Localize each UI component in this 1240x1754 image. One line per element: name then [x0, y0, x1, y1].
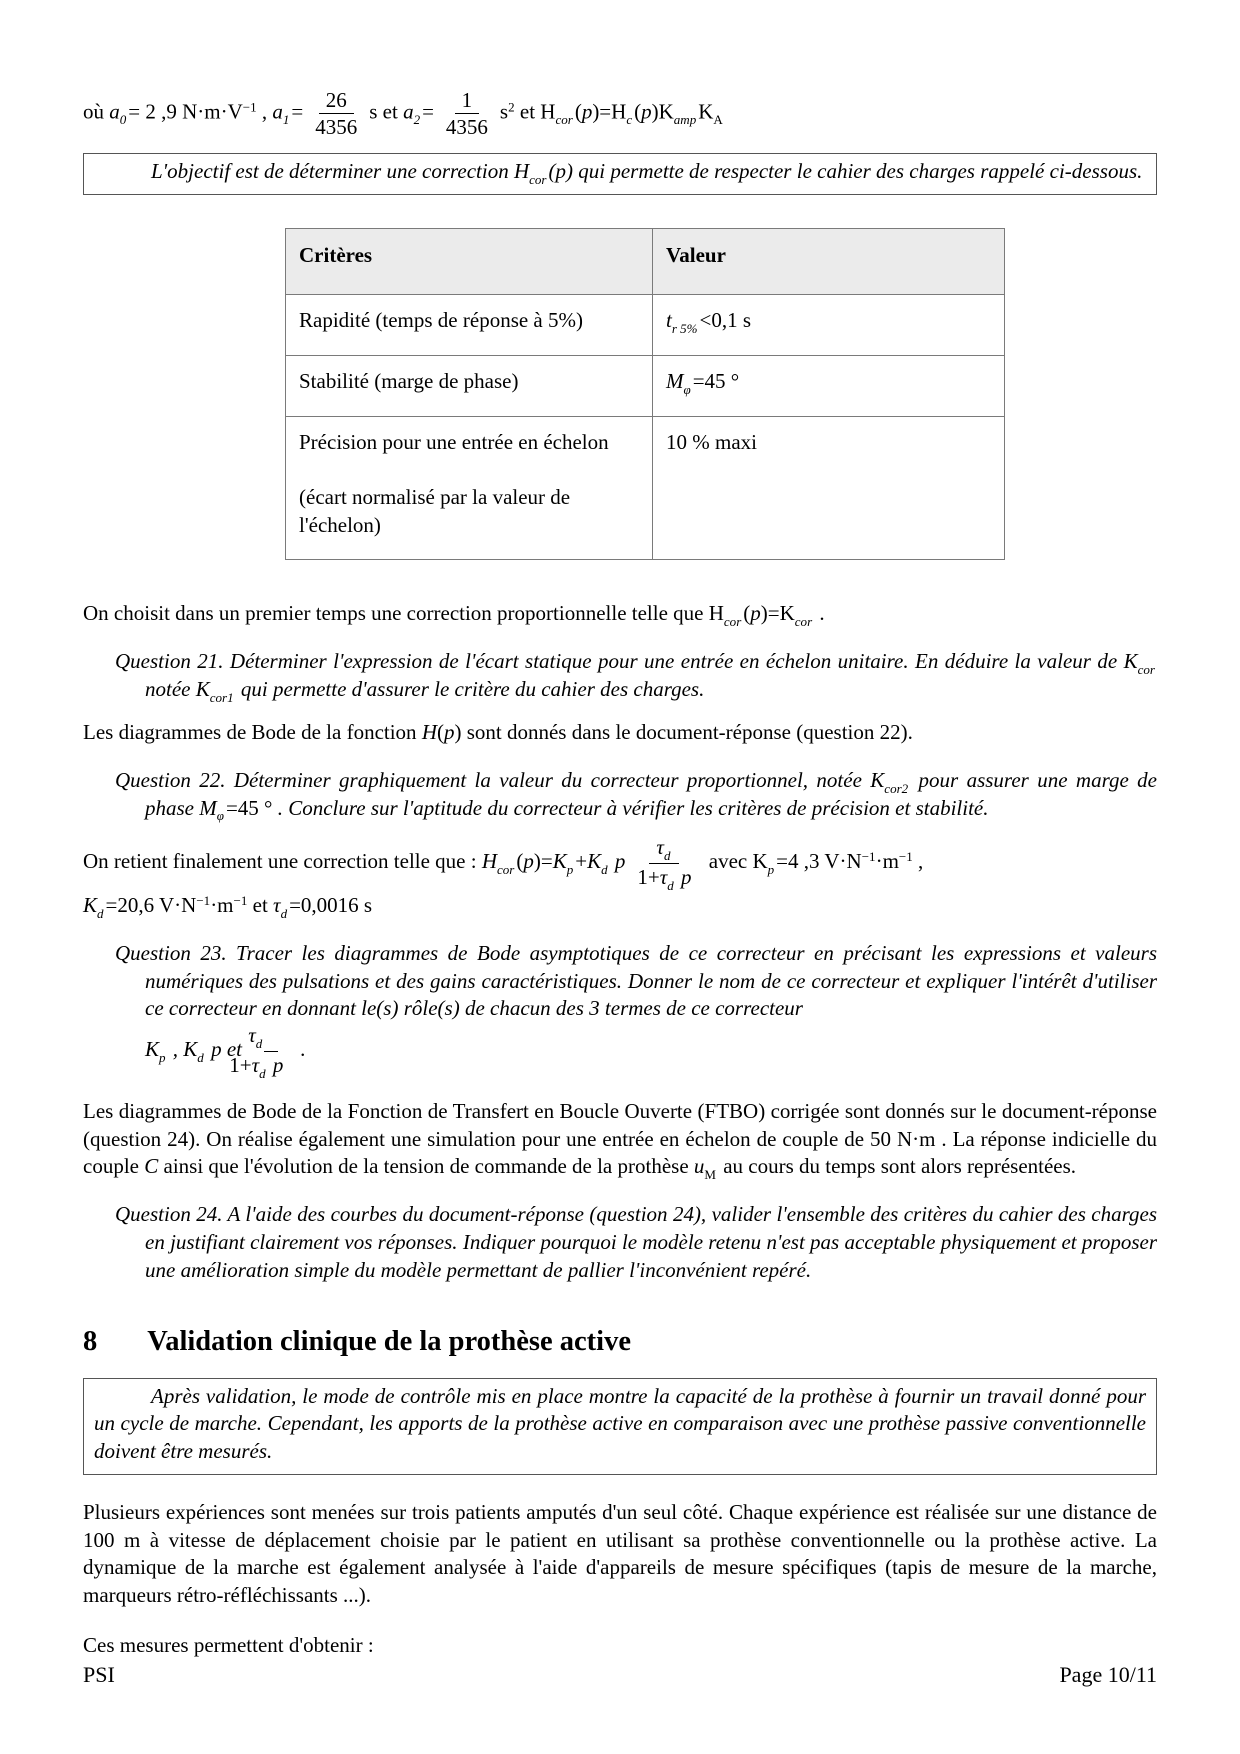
- objective-note-text: [94, 158, 1146, 186]
- table-row-precision: [286, 416, 1005, 560]
- fraction-numerator: [319, 88, 354, 114]
- text-token: τ: [273, 893, 281, 918]
- section-heading: [83, 1326, 1157, 1357]
- text-token: =45 °: [225, 795, 273, 820]
- table-row-rapidite: [286, 294, 1005, 355]
- text-token: On choisit dans un premier temps une correction proportionnelle telle que H: [83, 601, 724, 626]
- text-token: a: [272, 99, 283, 124]
- text-token: K: [870, 767, 885, 792]
- text-token: 4356: [445, 115, 488, 140]
- text-token: 1: [461, 88, 473, 112]
- text-token: M: [704, 1167, 716, 1183]
- paragraph-ces-mesures: [83, 1632, 1157, 1660]
- text-token: Les diagrammes de Bode de la fonction: [83, 720, 422, 745]
- text-token: cor1: [209, 690, 234, 706]
- validation-note-box: [83, 1378, 1157, 1475]
- text-token: cor: [723, 614, 742, 630]
- fraction-denominator: [229, 1052, 290, 1081]
- criteria-cell: [286, 355, 653, 416]
- text-token: a: [403, 99, 414, 124]
- text-token: Question 21. Déterminer l'expression de l'écart statique pour une entrée en échelon unitaire. En déduire la valeur de: [115, 649, 1124, 674]
- text-token: φ: [216, 808, 224, 824]
- section-title: Validation clinique de la prothèse active: [147, 1326, 631, 1358]
- text-token: −1: [196, 893, 211, 909]
- text-token: (écart normalisé par la valeur de l'échelon): [299, 485, 571, 537]
- text-token: H: [481, 849, 498, 874]
- footer-exam-label: PSI: [83, 1662, 115, 1687]
- text-token: Précision pour une entrée en échelon: [299, 429, 609, 454]
- text-token: Les diagrammes de Bode de la Fonction de Transfert en Boucle Ouverte (FTBO) corrigée sont donnés sur le document-réponse (question 24). On réalise également une simulation pour une entrée en échelon de couple de 50 N·m . La réponse indicielle du couple: [83, 1098, 1157, 1179]
- text-token: (: [436, 720, 444, 745]
- text-token: M: [666, 368, 684, 393]
- question-23: [115, 940, 1157, 1081]
- value-cell: [653, 355, 1005, 416]
- text-token: Ces mesures permettent d'obtenir :: [83, 1632, 374, 1657]
- fraction: [439, 88, 495, 139]
- text-token: p: [205, 1037, 222, 1062]
- text-token: d: [255, 1036, 263, 1052]
- text-token: Question 24. A l'aide des courbes du document-réponse (question 24), valider l'ensemble des critères du cahier des charges en justifiant clairement vos réponses. Indiquer pourquoi le modèle retenu n'est pas acceptable physiquement et proposer une amélioration simple du modèle permettant de pallier l'inconvénient repéré.: [115, 1202, 1157, 1282]
- text-token: τ: [656, 835, 664, 860]
- text-token: p: [641, 99, 652, 124]
- text-token: ·m: [875, 849, 899, 874]
- text-token: τ: [248, 1023, 256, 1048]
- text-token: Question 22. Déterminer graphiquement la valeur du correcteur proportionnel, notée: [115, 767, 871, 792]
- fraction-numerator: [248, 1023, 278, 1052]
- text-token: cor2: [884, 780, 909, 796]
- text-token: .: [295, 1037, 306, 1062]
- text-token: Question 23. Tracer les diagrammes de Bode asymptotiques de ce correcteur en précisant les expressions et valeurs numériques des pulsations et des gains caractéristiques. Donner le nom de ce correcteur et expliquer l'intérêt d'utiliser ce correcteur en donnant le(s) rôle(s) de chacun des 3 termes de ce correcteur: [115, 941, 1157, 1021]
- text-token: =45 °: [692, 368, 740, 393]
- text-token: d: [667, 878, 674, 894]
- text-token: d: [259, 1065, 266, 1081]
- text-token: s et: [369, 99, 404, 124]
- footer-page-number: Page 10/11: [1059, 1662, 1157, 1687]
- text-token: cor: [529, 172, 547, 188]
- text-token: K: [587, 849, 602, 874]
- paragraph-bode-h: [83, 719, 1157, 747]
- text-token: u: [693, 1154, 705, 1179]
- criteria-cell: [286, 294, 653, 355]
- text-token: (: [516, 849, 524, 874]
- text-token: et: [247, 893, 274, 918]
- text-token: r 5%: [671, 320, 698, 336]
- text-token: d: [97, 906, 104, 922]
- text-token: = 2 ,9 N·m·V: [128, 99, 243, 124]
- text-token: H: [421, 720, 437, 745]
- text-token: −1: [233, 893, 248, 909]
- text-token: K: [1123, 649, 1138, 674]
- text-token: =: [291, 99, 304, 124]
- text-token: ): [566, 159, 573, 184]
- text-token: où: [83, 99, 110, 124]
- text-token: ainsi que l'évolution de la tension de commande de la prothèse: [158, 1154, 694, 1179]
- section-number: 8: [83, 1326, 98, 1358]
- text-token: L'objectif est de déterminer une correction: [151, 159, 514, 184]
- objective-note-box: [83, 153, 1157, 195]
- text-token: notée: [145, 677, 196, 702]
- text-token: d: [601, 862, 608, 878]
- text-token: 0: [119, 112, 127, 128]
- text-token: cor: [1137, 662, 1155, 678]
- text-token: d: [663, 848, 671, 864]
- text-token: )=H: [592, 99, 627, 124]
- text-token: p: [443, 720, 455, 745]
- text-token: s: [499, 99, 509, 124]
- text-token: =: [422, 99, 434, 124]
- text-token: .: [814, 601, 825, 626]
- text-token: t: [666, 307, 672, 332]
- text-token: p: [159, 1050, 166, 1066]
- text-token: −1: [898, 849, 913, 865]
- text-token: ·m: [210, 893, 234, 918]
- text-token: et H: [514, 99, 556, 124]
- text-token: p: [555, 159, 566, 184]
- text-token: p: [581, 99, 593, 124]
- text-token: Stabilité (marge de phase): [299, 368, 519, 393]
- text-token: =0,0016 s: [289, 893, 373, 918]
- text-token: K: [145, 1037, 160, 1062]
- text-token: H: [513, 159, 530, 184]
- fraction-denominator: [308, 114, 364, 139]
- value-cell: [653, 294, 1005, 355]
- text-token: amp: [673, 112, 697, 128]
- text-token: et: [221, 1037, 248, 1062]
- text-token: qui permette d'assurer le critère du cahier des charges.: [235, 677, 705, 702]
- table-row-stabilite: [286, 355, 1005, 416]
- text-token: K: [195, 677, 210, 702]
- text-token: avec K: [703, 849, 768, 874]
- text-token: pour assurer une marge de phase: [145, 767, 1157, 820]
- validation-note-text: [94, 1383, 1146, 1466]
- text-token: 1: [282, 112, 290, 128]
- fraction: [308, 88, 364, 139]
- text-token: =20,6 V·N: [105, 893, 197, 918]
- text-token: K: [552, 849, 567, 874]
- text-token: qui permette de respecter le cahier des charges rappelé ci-dessous.: [573, 159, 1143, 184]
- text-token: 1+: [637, 865, 660, 890]
- paragraph-correction-proportionnelle: [83, 600, 1157, 628]
- text-token: ,: [912, 849, 924, 874]
- text-token: A: [713, 112, 723, 128]
- text-token: K: [83, 893, 98, 918]
- question-21: [115, 648, 1157, 706]
- text-token: )=K: [760, 601, 795, 626]
- text-token: K: [698, 99, 714, 124]
- text-token: p: [767, 862, 775, 878]
- question-22: [115, 767, 1157, 824]
- text-token: C: [144, 1154, 159, 1179]
- criteria-table-header-row: [286, 229, 1005, 295]
- text-token: (: [634, 99, 642, 124]
- text-token: Après validation, le mode de contrôle mis en place montre la capacité de la prothèse à fournir un travail donné pour un cycle de marche. Cependant, les apports de la prothèse active en comparaison avec une prothèse passive conventionnelle doivent être mesurés.: [94, 1383, 1146, 1464]
- text-token: . Conclure sur l'aptitude du correcteur à vérifier les critères de précision et stabilité.: [272, 795, 989, 820]
- text-token: −1: [242, 99, 257, 115]
- text-token: au cours du temps sont alors représentées.: [717, 1154, 1077, 1179]
- text-token: )K: [651, 99, 674, 124]
- text-token: 2: [508, 99, 515, 115]
- text-token: p: [267, 1053, 284, 1078]
- text-token: p: [675, 865, 692, 890]
- text-token: Plusieurs expériences sont menées sur trois patients amputés d'un seul côté. Chaque expérience est réalisée sur une distance de 100 m à vitesse de déplacement choisie par le patient en utilisant sa prothèse conventionnelle ou la prothèse active. La dynamique de la marche est également analysée à l'aide d'appareils de mesure spécifiques (tapis de mesure de la marche, marqueurs rétro-réfléchissants ...).: [83, 1499, 1157, 1608]
- text-token: cor: [794, 614, 813, 630]
- text-token: )=: [533, 849, 553, 874]
- text-token: ) sont donnés dans le document-réponse (question 22).: [454, 720, 913, 745]
- text-token: cor: [555, 112, 573, 128]
- text-token: d: [197, 1050, 204, 1066]
- text-token: 1+: [229, 1053, 252, 1078]
- text-token: 26: [325, 88, 347, 112]
- criteria-table-header-criteres: Critères: [286, 229, 653, 295]
- text-token: Rapidité (temps de réponse à 5%): [299, 307, 583, 332]
- text-token: (: [574, 99, 582, 124]
- text-token: τ: [659, 865, 668, 890]
- criteria-table: [285, 228, 1005, 560]
- paragraph-ftbo: [83, 1098, 1157, 1181]
- criteria-table-header-valeur: Valeur: [653, 229, 1005, 295]
- text-token: d: [280, 906, 288, 922]
- text-token: −1: [861, 849, 876, 865]
- text-token: cor: [497, 862, 515, 878]
- question-24: [115, 1201, 1157, 1284]
- text-token: On retient finalement une correction telle que :: [83, 849, 482, 874]
- text-token: ,: [167, 1037, 184, 1062]
- text-token: p: [609, 849, 626, 874]
- text-token: (: [548, 159, 556, 184]
- page-footer: [83, 1660, 1157, 1689]
- coefficients-formula: [83, 88, 1157, 139]
- text-token: <0,1 s: [699, 307, 752, 332]
- text-token: M: [199, 795, 217, 820]
- text-token: 2: [413, 112, 421, 128]
- text-token: 10 % maxi: [666, 429, 757, 454]
- text-token: 4356: [315, 115, 358, 140]
- text-token: τ: [251, 1053, 260, 1078]
- fraction-denominator: [439, 114, 495, 139]
- paragraph-correction-retenue: [83, 835, 1157, 920]
- fraction-numerator: [649, 835, 679, 864]
- text-token: p: [566, 862, 574, 878]
- fraction: [630, 835, 698, 892]
- criteria-cell: [286, 416, 653, 560]
- text-token: +: [575, 849, 588, 874]
- paragraph-experiences: [83, 1499, 1157, 1610]
- text-token: K: [183, 1037, 198, 1062]
- fraction-numerator: [455, 88, 480, 114]
- text-token: φ: [683, 381, 691, 397]
- text-token: =4 ,3 V·N: [776, 849, 862, 874]
- text-token: p: [523, 849, 534, 874]
- text-token: ,: [256, 99, 273, 124]
- text-token: a: [109, 99, 120, 124]
- text-token: c: [626, 112, 633, 128]
- fraction-denominator: [630, 864, 698, 892]
- text-token: p: [750, 601, 761, 626]
- value-cell: [653, 416, 1005, 560]
- text-token: (: [743, 601, 751, 626]
